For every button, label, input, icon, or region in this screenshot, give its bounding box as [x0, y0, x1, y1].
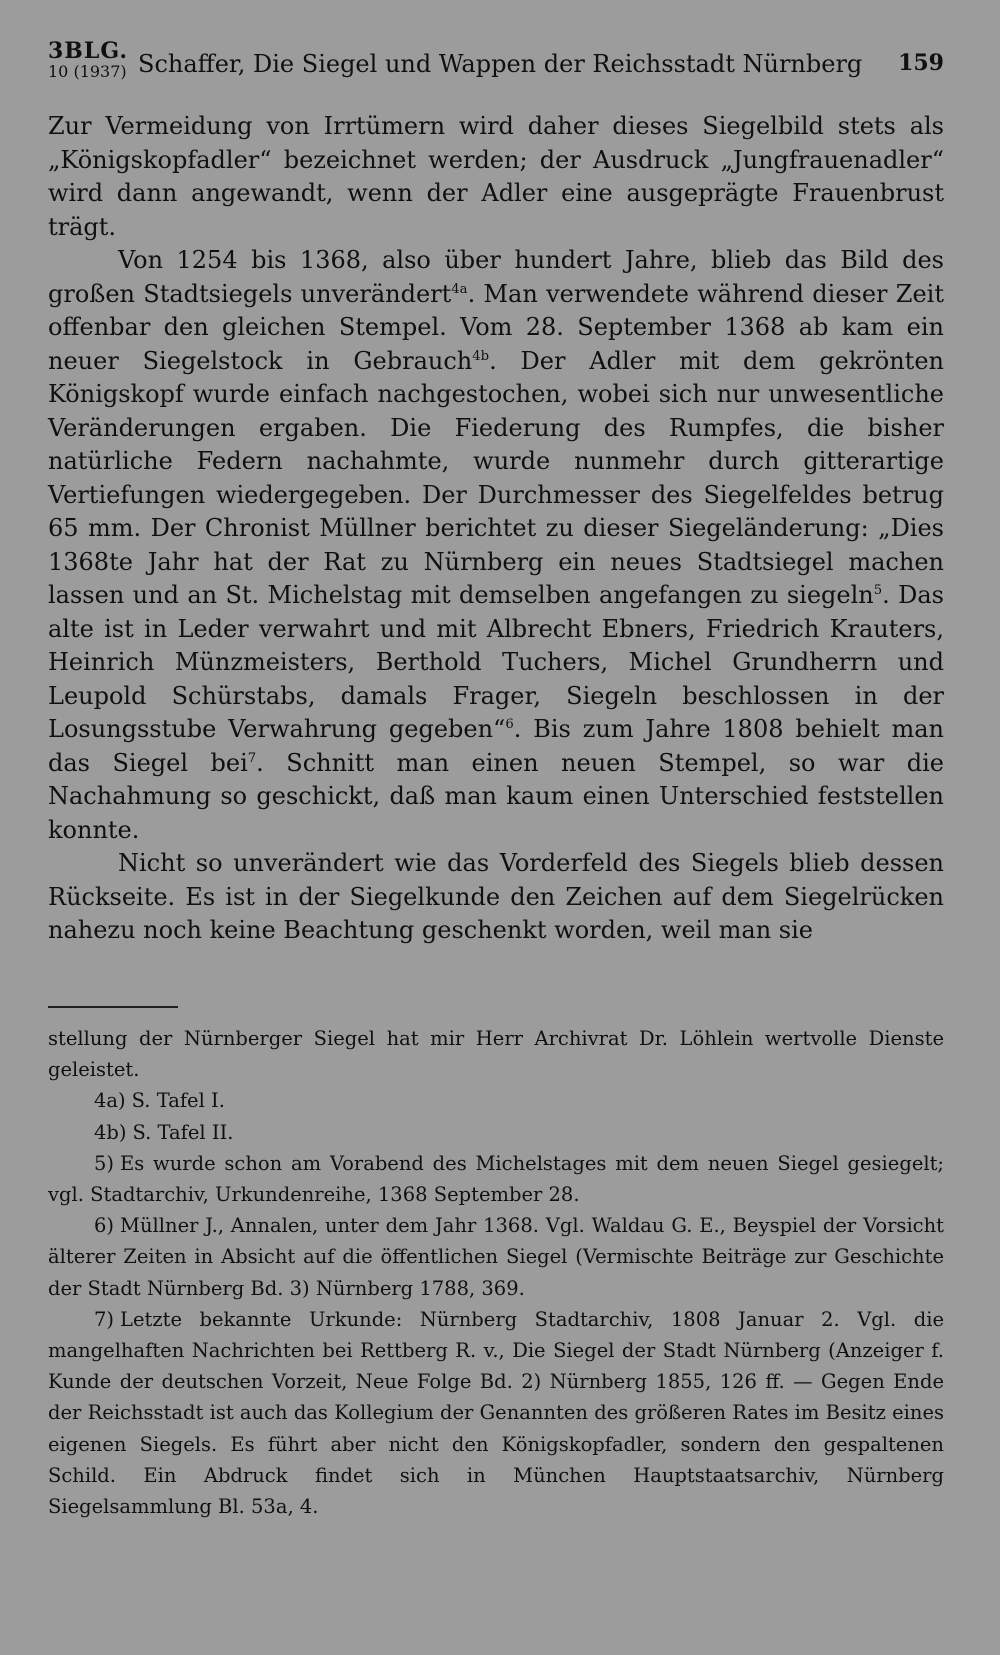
footnote-4b — [48, 1117, 944, 1148]
paragraph-2 — [48, 244, 944, 847]
page-number: 159 — [898, 50, 944, 76]
footnote-ref-6[interactable]: 6 — [505, 717, 514, 732]
paragraph-1: Zur Vermeidung von Irrtümern wird daher dieses Siegelbild stets als „Königskopfadler“ bezeichnet werden; der Ausdruck „Jungfrauenadler“ wird dann angewandt, wenn der Adler eine ausgeprägte Frauenbrust trägt. — [48, 112, 944, 241]
paragraph-2-part-a: Von 1254 bis 1368, also über hundert Jahre, blieb das Bild des großen Stadtsiegels unverändert — [48, 246, 944, 308]
journal-abbreviation: 3BLG. — [48, 38, 129, 64]
footnote-marker: 4b) — [94, 1120, 127, 1144]
footnote-text: Letzte bekannte Urkunde: Nürnberg Stadtarchiv, 1808 Januar 2. Vgl. die mangelhaften Nachrichten bei Rettberg R. v., Die Siegel der Stadt Nürnberg (Anzeiger f. Kunde der deutschen Vorzeit, Neue Folge Bd. 2) Nürnberg 1855, 126 ff. — Gegen Ende der Reichsstadt ist auch das Kollegium der Genannten des größeren Rates im Besitz eines eigenen Siegels. Es führt aber nicht den Königskopfadler, sondern den gespaltenen Schild. Ein Abdruck findet sich in München Hauptstaatsarchiv, Nürnberg Siegelsammlung Bl. 53a, 4. — [48, 1307, 944, 1519]
running-header — [48, 40, 944, 90]
footnote-ref-4b[interactable]: 4b — [472, 348, 490, 364]
footnote-marker: 5) — [94, 1151, 115, 1175]
footnotes — [48, 1023, 944, 1522]
footnote-text: Es wurde schon am Vorabend des Michelstages mit dem neuen Siegel gesiegelt; vgl. Stadtarchiv, Urkundenreihe, 1368 September 28. — [48, 1151, 944, 1207]
footnote-continuation: stellung der Nürnberger Siegel hat mir Herr Archivrat Dr. Löhlein wertvolle Dienste geleistet. — [48, 1027, 944, 1082]
footnote-text: S. Tafel II. — [132, 1120, 234, 1144]
footnote-ref-7[interactable]: 7 — [247, 750, 257, 766]
footnote-4a — [48, 1085, 944, 1116]
footnote-text: S. Tafel I. — [131, 1089, 225, 1113]
footnote-ref-4a[interactable]: 4a — [451, 281, 468, 297]
footnote-marker: 4a) — [94, 1089, 126, 1113]
footnote-marker: 7) — [94, 1307, 115, 1331]
paragraph-2-part-d: . Das alte ist in Leder verwahrt und mit Albrecht Ebners, Friedrich Krauters, Heinrich Münzmeisters, Berthold Tuchers, Michel Grundherrn und Leupold Schürstabs, damals Frager, Siegeln beschlossen in der Losungsstube Verwahrung gegeben“ — [48, 581, 944, 743]
footnote-separator — [48, 1006, 178, 1008]
paragraph-2-part-b: . Man verwendete während dieser Zeit offenbar den gleichen Stempel. Vom 28. September 1368 ab kam ein neuer Siegelstock in Gebrauch — [48, 279, 945, 375]
journal-volume: 10 (1937) — [48, 62, 127, 81]
footnote-text: Müllner J., Annalen, unter dem Jahr 1368. Vgl. Waldau G. E., Beyspiel der Vorsicht älterer Zeiten in Absicht auf die öffentlichen Siegel (Vermischte Beiträge zur Geschichte der Stadt Nürnberg Bd. 3) Nürnberg 1788, 369. — [48, 1214, 944, 1300]
paragraph-2-part-f: . Schnitt man einen neuen Stempel, so war die Nachahmung so geschickt, daß man kaum einen Unterschied feststellen konnte. — [48, 748, 945, 844]
footnote-5 — [48, 1148, 944, 1210]
footnote-6 — [48, 1210, 944, 1304]
paragraph-2-part-c: . Der Adler mit dem gekrönten Königskopf wurde einfach nachgestochen, wobei sich nur unwesentliche Veränderungen ergaben. Die Fiederung des Rumpfes, die bisher natürliche Federn nachahmte, wurde nunmehr durch gitterartige Vertiefungen wiedergegeben. Der Durchmesser des Siegelfeldes betrug 65 mm. Der Chronist Müllner berichtet zu dieser Siegeländerung: „Dies 1368te Jahr hat der Rat zu Nürnberg ein neues Stadtsiegel machen lassen und an St. Michelstag mit demselben angefangen zu siegeln — [48, 346, 944, 609]
footnote-7 — [48, 1304, 944, 1522]
main-text — [48, 110, 944, 948]
journal-reference — [48, 40, 128, 80]
paragraph-3: Nicht so unverändert wie das Vorderfeld des Siegels blieb dessen Rückseite. Es ist in der Siegelkunde den Zeichen auf dem Siegelrücken nahezu noch keine Beachtung geschenkt worden, weil man sie — [48, 849, 944, 944]
footnote-marker: 6) — [94, 1214, 115, 1238]
paragraph-2-part-e: . Bis zum Jahre 1808 behielt man das Siegel bei — [48, 715, 944, 777]
footnote-ref-5[interactable]: 5 — [873, 583, 883, 598]
running-title: Schaffer, Die Siegel und Wappen der Reichsstadt Nürnberg — [138, 50, 863, 78]
